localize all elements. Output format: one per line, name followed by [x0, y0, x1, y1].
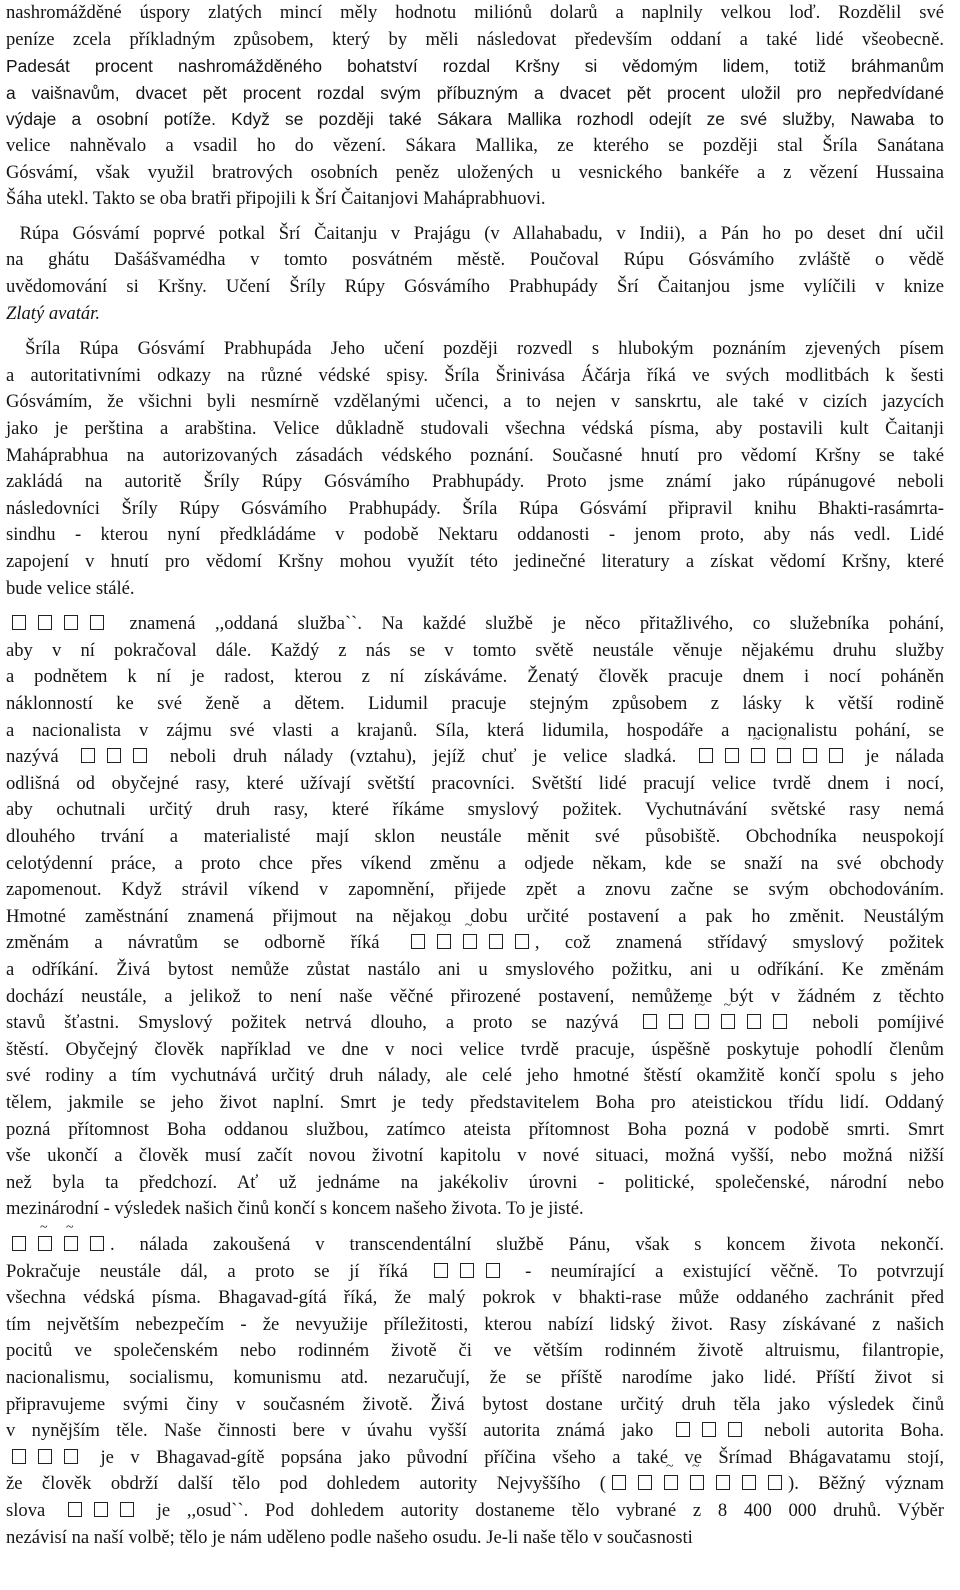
text-segment: štěstí. Obyčejný člověk například ve dne v noci velice tvrdě pracuje, úspěšně poskytuje pohodlí členům — [6, 1038, 944, 1060]
glyph-box-icon — [81, 748, 95, 763]
glyph-box-icon — [38, 615, 52, 630]
text-segment: neboli pomíjivé — [793, 1012, 944, 1034]
text-line — [6, 611, 944, 637]
text-line — [6, 824, 944, 850]
text-line — [6, 904, 944, 930]
text-segment: zapojení v hnutí pro vědomí Kršny mohou využít této jedinečné literatury a získat vědomí Kršny, které — [6, 551, 944, 572]
glyph-box-icon — [38, 1236, 52, 1251]
text-segment: a vaišnavům, dvacet pět procent rozdal svým příbuzným a dvacet pět procent uložil pro nepředvídané — [6, 82, 944, 103]
text-line — [6, 1063, 944, 1089]
glyph-box-icon — [94, 1502, 108, 1517]
glyph-box-icon — [120, 1502, 134, 1517]
text-line — [6, 1312, 944, 1338]
text-segment: neboli druh nálady (vztahu), jejíž chuť je velice sladká. — [153, 746, 693, 768]
text-line — [6, 691, 944, 717]
text-line — [6, 851, 944, 877]
glyph-box-icon — [68, 1502, 82, 1517]
glyph-box-icon — [664, 1475, 678, 1490]
glyph-box-icon — [725, 748, 739, 763]
missing-glyph-icon — [405, 932, 535, 953]
text-segment: Když se později také Sákara Mallika rozhodl odejít ze své služby, Nawaba to — [231, 109, 944, 130]
glyph-box-icon — [747, 1014, 761, 1029]
text-segment: náklonností ke své ženě a dětem. Lidumil pracuje stejným způsobem z lásky k větší rodině — [6, 693, 944, 714]
text-segment: Rúpa Gósvámí poprvé potkal Šrí Čaitanju v Prajágu (v Allahabadu, v Indii), a Pán ho po deset dní učil — [6, 222, 944, 244]
text-line — [6, 106, 944, 132]
glyph-box-icon — [463, 934, 477, 949]
text-line — [6, 416, 944, 442]
glyph-box-icon — [777, 748, 791, 763]
text-segment: dlouhého trvání a materialisté mají sklon neustále měnit své působiště. Obchodníka neuspokojí — [6, 826, 944, 847]
text-segment: a nacionalista v zájmu své vlasti a krajanů. Síla, která lidumila, hospodáře a nacionalistu pohání, se — [6, 719, 944, 741]
glyph-box-icon — [12, 1236, 26, 1251]
text-segment: sindhu - kterou nyní předkládáme v podobě Nektaru oddanosti - jenom proto, aby nás vedl. Lidé — [6, 524, 944, 546]
text-segment: a podnětem k ní je radost, kterou z ní získáváme. Ženatý člověk pracuje dnem i nocí poháněn — [6, 666, 944, 688]
text-line — [6, 930, 944, 956]
text-segment: na ghátu Dašášvamédha v tomto posvátném městě. Poučoval Rúpu Gósvámího zvláště o vědě — [6, 249, 944, 271]
text-segment: své rodiny a tím vychutnává určitý druh nálady, ale celé jeho hmotné štěstí okamžitě končí spolu s jeho — [6, 1065, 944, 1087]
text-line — [6, 186, 546, 212]
text-segment: je v Bhagavad-gítě popsána jako původní příčina všeho a také ve Šrímad Bhágavatamu stojí, — [84, 1446, 944, 1468]
text-line — [6, 247, 944, 273]
text-line — [6, 160, 944, 186]
text-line — [6, 1232, 944, 1258]
text-segment: jako je perština a arabština. Velice důkladně studovali všechna védská písma, aby postavili kult Čaitanji — [6, 418, 944, 439]
text-line — [6, 1037, 944, 1063]
glyph-box-icon — [64, 1449, 78, 1464]
glyph-box-icon — [38, 1449, 52, 1464]
missing-glyph-icon — [606, 1473, 788, 1494]
text-line — [6, 1170, 944, 1196]
glyph-box-icon — [90, 1236, 104, 1251]
text-line — [6, 336, 944, 362]
book-title: Zlatý avatár. — [6, 302, 101, 324]
text-segment: stavů šťastni. Smyslový požitek netrvá dlouho, a proto se nazývá — [6, 1012, 638, 1034]
text-segment: odlišná od obyčejné rasy, které užívají světští pracovníci. Světští lidé pracují velice tvrdě dnem i nocí, — [6, 772, 944, 794]
glyph-box-icon — [12, 615, 26, 630]
text-line — [6, 664, 944, 690]
text-segment: slova — [6, 1500, 62, 1521]
glyph-box-icon — [486, 1263, 500, 1278]
glyph-box-icon — [638, 1475, 652, 1490]
text-segment: že člověk obdrží další tělo pod dohledem autority Nejvyššího ( — [6, 1473, 606, 1495]
glyph-box-icon — [768, 1475, 782, 1490]
text-segment: připravujeme svými činy v současném životě. Živá bytost dostane určitý druh těla jako výsledek činů — [6, 1393, 944, 1415]
text-segment: změnám a návratům se odborně říká — [6, 932, 405, 954]
text-segment: aby ochutnali určitý druh rasy, které říkáme smyslový požitek. Vychutnávání světské rasy nemá — [6, 799, 944, 821]
text-segment: dochází neustále, a jelikož to není naše věčné přirozené postavení, nemůžeme být v žádném z těchto — [6, 985, 944, 1007]
text-line — [6, 984, 944, 1010]
text-line — [6, 496, 944, 522]
text-segment: zakládá na autoritě Šríly Rúpy Gósvámího Prabhupády. Proto jsme známí jako rúpánugové neboli — [6, 471, 944, 493]
glyph-box-icon — [751, 748, 765, 763]
glyph-box-icon — [489, 934, 503, 949]
text-line — [6, 1143, 944, 1169]
glyph-box-icon — [12, 1449, 26, 1464]
glyph-box-icon — [803, 748, 817, 763]
text-segment: nashromážděné úspory zlatých mincí měly hodnotu miliónů dolarů a naplnily velkou loď. Rozdělil své — [6, 2, 944, 23]
text-line — [6, 274, 944, 300]
text-segment: následovníci Šríly Rúpy Gósvámího Prabhupády. Šríla Rúpa Gósvámí připravil knihu Bhakti-rasámrta- — [6, 497, 944, 519]
text-segment: tělem, jakmile se jeho život naplní. Smrt je tedy představitelem Boha pro ateistickou třídu lidí. Oddaný — [6, 1092, 944, 1113]
text-line — [6, 576, 135, 602]
glyph-box-icon — [690, 1475, 704, 1490]
text-line — [6, 1445, 944, 1471]
text-segment: všechna védská písma. Bhagavad-gítá říká, že malý pokrok v bhakti-rase může oddaného zachránit před — [6, 1287, 944, 1309]
text-line — [6, 1525, 693, 1551]
glyph-box-icon — [702, 1422, 716, 1437]
text-segment: nezávisí na naší volbě; tělo je nám uděleno podle našeho osudu. Je-li naše tělo v současnosti — [6, 1526, 693, 1548]
text-line — [6, 1365, 944, 1391]
missing-glyph-icon — [6, 613, 110, 634]
glyph-box-icon — [728, 1422, 742, 1437]
text-line — [6, 53, 944, 79]
text-line — [6, 522, 944, 548]
text-segment: pocitů ve společenském nebo rodinném životě či ve větším rodinném životě altruismu, filantropie, — [6, 1340, 944, 1362]
text-segment: Šáha utekl. Takto se oba bratři připojili k Šrí Čaitanjovi Maháprabhuovi. — [6, 188, 546, 210]
glyph-box-icon — [64, 1236, 78, 1251]
missing-glyph-icon — [6, 1447, 84, 1468]
text-line — [6, 957, 944, 983]
missing-glyph-icon — [670, 1420, 748, 1441]
glyph-box-icon — [773, 1014, 787, 1029]
text-segment: zapomenout. Když strávil víkend v zapomnění, přijede zpět a znovu začne se svým obchodováním. — [6, 879, 944, 901]
text-line — [6, 1010, 944, 1036]
text-segment: a odříkání. Živá bytost nemůže zůstat nastálo ani u smyslového požitku, ani u odříkání. Ke změnám — [6, 959, 944, 980]
text-line — [6, 389, 944, 415]
missing-glyph-icon — [637, 1012, 793, 1033]
glyph-box-icon — [716, 1475, 730, 1490]
text-line — [6, 221, 944, 247]
missing-glyph-icon — [75, 746, 153, 767]
text-line — [6, 1471, 944, 1497]
text-segment: v nynějším těle. Naše činnosti bere v úvahu vyšší autorita známá jako — [6, 1420, 670, 1442]
glyph-box-icon — [643, 1014, 657, 1029]
text-line — [6, 80, 944, 106]
glyph-box-icon — [829, 748, 843, 763]
glyph-box-icon — [434, 1263, 448, 1278]
text-line — [6, 133, 944, 159]
text-line — [6, 638, 944, 664]
text-segment: Pokračuje neustále dál, a proto se jí říká — [6, 1260, 428, 1282]
glyph-box-icon — [676, 1422, 690, 1437]
glyph-box-icon — [90, 615, 104, 630]
text-line — [6, 0, 944, 26]
text-line — [6, 363, 944, 389]
text-segment: pozná přítomnost Boha oddanou službou, zatímco ateista přítomnost Boha pozná v podobě smrti. Smrt — [6, 1118, 944, 1140]
text-segment: , což znamená střídavý smyslový požitek — [534, 932, 944, 954]
text-segment: Šríla Rúpa Gósvámí Prabhupáda Jeho učení později rozvedl s hlubokým poznáním zjevených písem — [6, 338, 944, 360]
text-line — [6, 1498, 944, 1524]
missing-glyph-icon — [428, 1261, 506, 1282]
text-line — [6, 1418, 944, 1444]
text-segment: celotýdenní práce, a proto chce přes víkend změnu a odjede někam, kde se snaží na své obchody — [6, 852, 944, 874]
text-line — [6, 549, 944, 575]
text-line — [6, 1338, 944, 1364]
missing-glyph-icon — [6, 1234, 110, 1255]
text-segment: vše ukončí a člověk musí začít novou životní kapitolu v nové situaci, možná vyšší, nebo možná nižší — [6, 1145, 944, 1167]
text-segment: nazývá — [6, 746, 76, 768]
glyph-box-icon — [699, 748, 713, 763]
text-line — [6, 797, 944, 823]
text-line — [6, 1196, 584, 1222]
text-line — [6, 301, 100, 327]
text-segment: bude velice stálé. — [6, 577, 135, 599]
text-line — [6, 1392, 944, 1418]
text-line — [6, 1117, 944, 1143]
text-line — [6, 1090, 944, 1116]
text-line — [6, 877, 944, 903]
text-segment: ). Běžný význam — [788, 1473, 944, 1495]
glyph-box-icon — [437, 934, 451, 949]
glyph-box-icon — [515, 934, 529, 949]
text-line — [6, 718, 944, 744]
glyph-box-icon — [721, 1014, 735, 1029]
glyph-box-icon — [107, 748, 121, 763]
glyph-box-icon — [460, 1263, 474, 1278]
text-line — [6, 744, 944, 770]
glyph-box-icon — [411, 934, 425, 949]
missing-glyph-icon — [693, 746, 849, 767]
text-line — [6, 771, 944, 797]
text-segment: aby v ní pokračoval dále. Každý z nás se v tomto světě neustále věnuje nějakému druhu služby — [6, 639, 944, 661]
glyph-box-icon — [64, 615, 78, 630]
text-segment: Hmotné zaměstnání znamená přijmout na nějakou dobu určité postavení a pak ho změnit. Neustálým — [6, 905, 944, 927]
glyph-box-icon — [612, 1475, 626, 1490]
text-segment: Maháprabhua na autorizovaných zásadách védského poznání. Současné hnutí pro vědomí Kršny se také — [6, 444, 944, 466]
text-segment: uvědomování si Kršny. Učení Šríly Rúpy Gósvámího Prabhupády Šrí Čaitanjou jsme vylíčili v knize — [6, 276, 944, 297]
text-segment: znamená ,,oddaná služba``. Na každé službě je něco přitažlivého, co služebníka pohání, — [110, 613, 944, 635]
text-segment: a autoritativními odkazy na různé védské spisy. Šríla Šrinivása Áčárja říká ve svých modlitbách k šesti — [6, 364, 944, 386]
text-segment: je nálada — [848, 746, 945, 768]
text-segment: je ,,osud``. Pod dohledem autority dostaneme tělo vybrané z 8 400 000 druhů. Výběr — [139, 1500, 944, 1521]
glyph-box-icon — [742, 1475, 756, 1490]
missing-glyph-icon — [62, 1500, 140, 1521]
text-segment: Gósvámím, že všichni byli nesmírně vzdělanými učenci, a to nejen v sanskrtu, ale také v cizích jazycích — [6, 391, 944, 413]
glyph-box-icon — [695, 1014, 709, 1029]
text-segment: neboli autorita Boha. — [747, 1420, 944, 1442]
text-segment: tím největším nebezpečím - že nevyužije příležitosti, kterou nabízí lidský život. Rasy získávané z našich — [6, 1313, 944, 1335]
text-line — [6, 1285, 944, 1311]
text-segment: - neumírající a existující věčně. To potvrzují — [505, 1260, 944, 1282]
text-line — [6, 27, 944, 53]
text-segment: . nálada zakoušená v transcendentální službě Pánu, však s koncem života nekončí. — [110, 1234, 944, 1255]
text-line — [6, 469, 944, 495]
text-line — [6, 443, 944, 469]
text-segment: než byla ta předchozí. Ať už jednáme na jakékoliv úrovni - politické, společenské, národní nebo — [6, 1171, 944, 1193]
text-line — [6, 1259, 944, 1285]
text-segment: nacionalismu, socialismu, komunismu atd. nezaručují, že se příště narodíme jako lidé. Příští život si — [6, 1367, 944, 1388]
text-segment: Gósvámí, však využil bratrových osobních peněz uložených u vesnického bankéře a z vězení Hussaina — [6, 161, 944, 183]
text-segment: mezinárodní - výsledek našich činů končí s koncem našeho života. To je jisté. — [6, 1198, 584, 1220]
text-segment: Padesát procent nashromážděného bohatství rozdal Kršny si vědomým lidem, totiž bráhmanům — [6, 56, 944, 77]
text-segment: výdaje a osobní potíže. — [6, 109, 232, 130]
glyph-box-icon — [669, 1014, 683, 1029]
glyph-box-icon — [133, 748, 147, 763]
text-segment: velice nahněvalo a vsadil ho do vězení. Sákara Mallika, ze kterého se později stal Šríla Sanátana — [6, 135, 944, 156]
text-segment: peníze zcela příkladným způsobem, který by měli následovat především oddaní a také lidé všeobecně. — [6, 28, 944, 50]
